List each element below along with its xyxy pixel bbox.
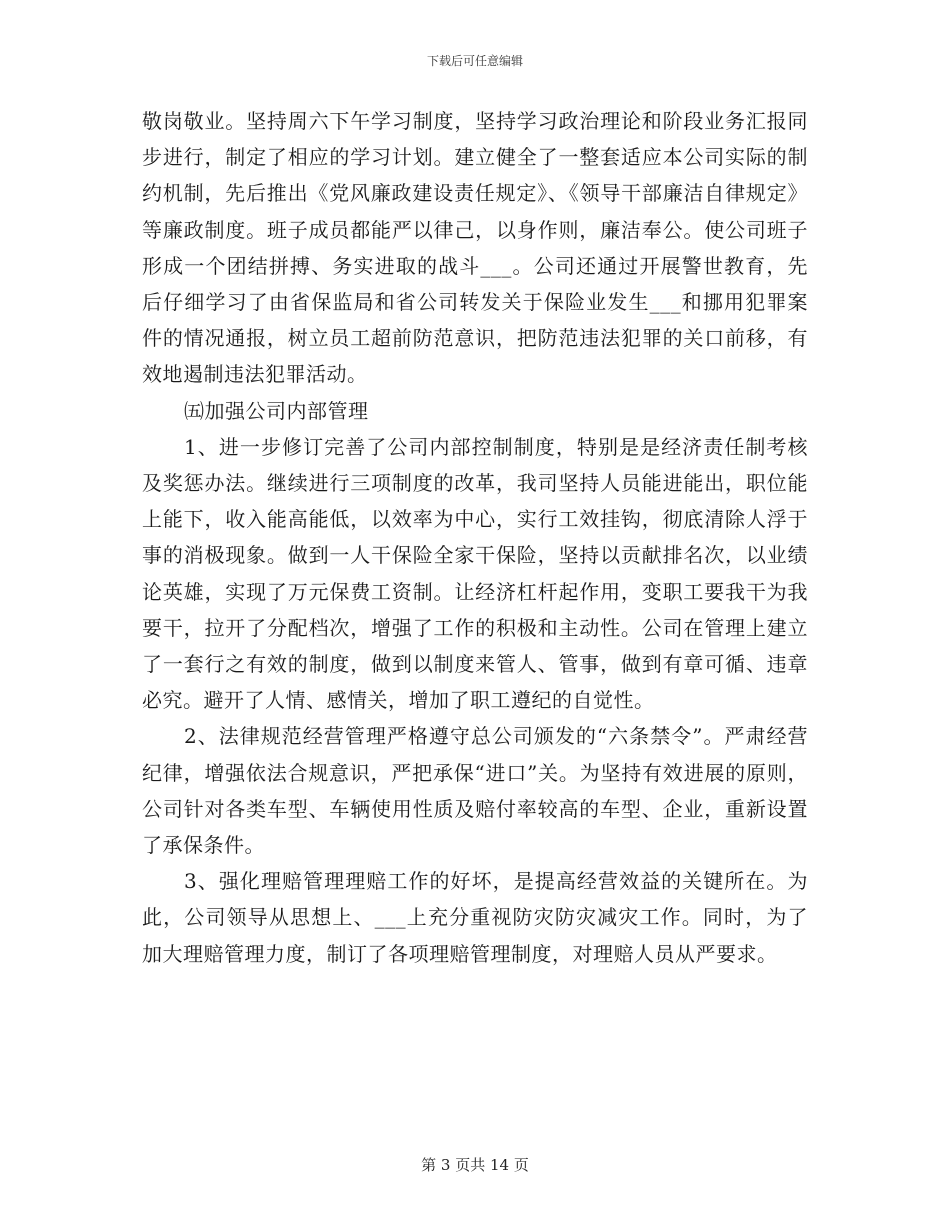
paragraph-item-1: 1、进一步修订完善了公司内部控制制度，特别是是经济责任制考核及奖惩办法。继续进行三项制度的改革，我司坚持人员能进能出，职位能上能下，收入能高能低，以效率为中心，实行工效挂钩，彻底清除人浮于事的消极现象。做到一人干保险全家干保险，坚持以贡献排名次，以业绩论英雄，实现了万元保费工资制。让经济杠杆起作用，变职工要我干为我要干，拉开了分配档次，增强了工作的积极和主动性。公司在管理上建立了一套行之有效的制度，做到以制度来管人、管事，做到有章可循、违章必究。避开了人情、感情关，增加了职工遵纪的自觉性。 — [142, 434, 808, 713]
paragraph-1: 敬岗敬业。坚持周六下午学习制度，坚持学习政治理论和阶段业务汇报同步进行，制定了相应的学习计划。建立健全了一整套适应本公司实际的制约机制，先后推出《党风廉政建设责任规定》、《领导干部廉洁自律规定》等廉政制度。班子成员都能严以律己，以身作则，廉洁奉公。使公司班子形成一个团结拼搏、务实进取的战斗___。公司还通过开展警世教育，先后仔细学习了由省保监局和省公司转发关于保险业发生___和挪用犯罪案件的情况通报，树立员工超前防范意识，把防范违法犯罪的关口前移，有效地遏制违法犯罪活动。 — [142, 109, 808, 387]
paragraph-item-2: 2、法律规范经营管理严格遵守总公司颁发的“六条禁令”。严肃经营纪律，增强依法合规意识，严把承保“进口”关。为坚持有效进展的原则，公司针对各类车型、车辆使用性质及赔付率较高的车型、企业，重新设置了承保条件。 — [142, 724, 808, 858]
section-heading: ㈤加强公司内部管理 — [184, 398, 369, 423]
page-header-note: 下载后可任意编辑 — [426, 54, 523, 68]
paragraph-item-3: 3、强化理赔管理理赔工作的好坏，是提高经营效益的关键所在。为此，公司领导从思想上、___上充分重视防灾防灾减灾工作。同时，为了加大理赔管理力度，制订了各项理赔管理制度，对理赔人员从严要求。 — [142, 869, 808, 966]
document-body — [142, 103, 808, 972]
page-number: 第 3 页共 14 页 — [421, 1156, 529, 1174]
